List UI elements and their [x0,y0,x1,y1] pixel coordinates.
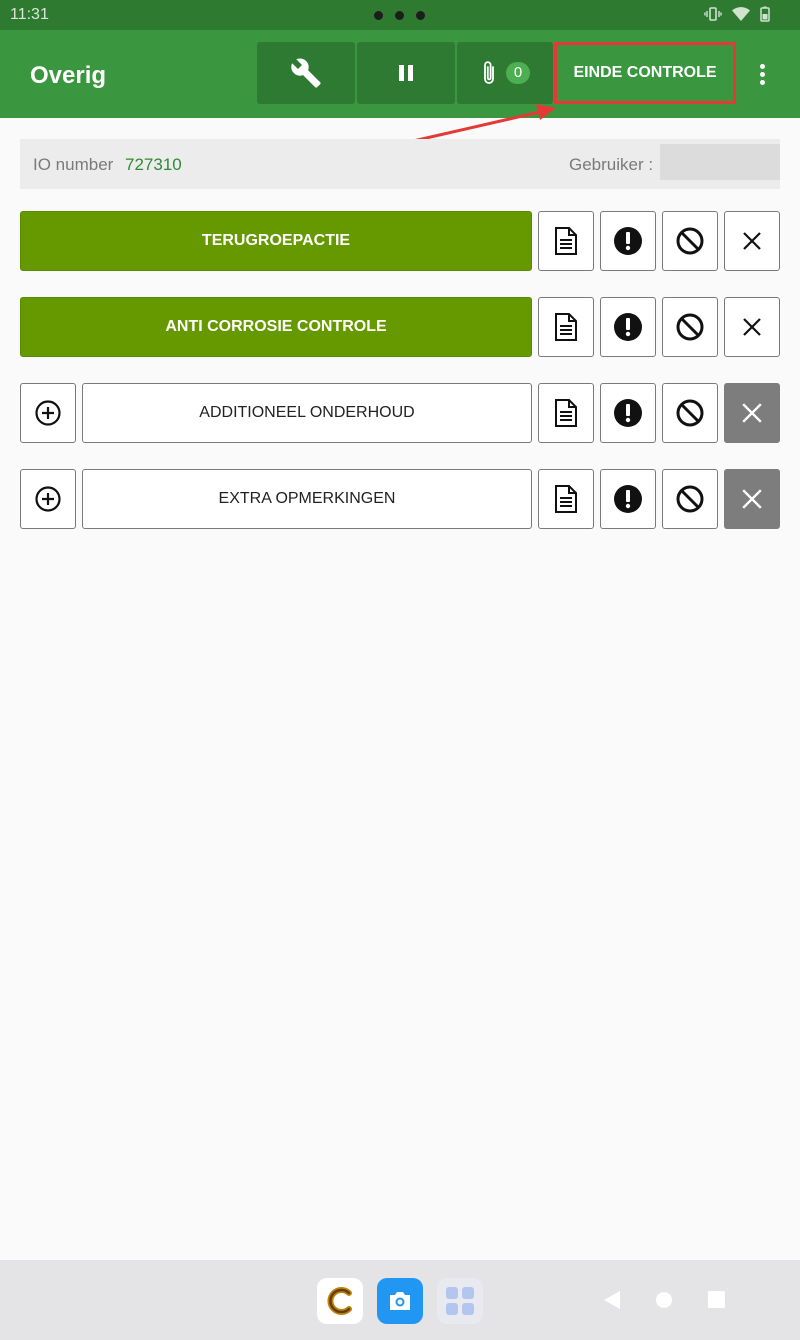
close-icon [741,402,763,424]
io-number-value: 727310 [125,155,182,174]
document-button[interactable] [538,297,594,357]
app-drawer-icon[interactable] [437,1278,483,1324]
not-applicable-button[interactable] [662,469,718,529]
remove-button[interactable] [724,211,780,271]
alert-icon [613,398,643,428]
back-icon[interactable] [602,1290,622,1310]
page-title: Overig [30,62,107,89]
document-icon [553,226,579,256]
block-icon [675,398,705,428]
remove-button-disabled [724,383,780,443]
list-item [20,297,780,357]
not-applicable-button[interactable] [662,297,718,357]
status-time: 11:31 [10,6,49,23]
add-button[interactable] [20,469,76,529]
list-item [20,469,780,529]
alert-button[interactable] [600,469,656,529]
not-applicable-button[interactable] [662,383,718,443]
user-label: Gebruiker : [569,155,654,174]
extra-remarks-button[interactable]: EXTRA OPMERKINGEN [82,469,532,529]
add-circle-icon [34,399,62,427]
user-value-redacted [660,144,780,180]
remove-button[interactable] [724,297,780,357]
attachment-count-badge: 0 [506,62,530,84]
alert-icon [613,484,643,514]
alert-icon [613,312,643,342]
home-icon[interactable] [655,1291,673,1309]
camera-app-icon[interactable] [377,1278,423,1324]
list-item [20,383,780,443]
add-circle-icon [34,485,62,513]
io-number-label: IO number [33,155,114,174]
block-icon [675,312,705,342]
alert-button[interactable] [600,297,656,357]
add-button[interactable] [20,383,76,443]
list-item [20,211,780,271]
additional-maintenance-button[interactable]: ADDITIONEEL ONDERHOUD [82,383,532,443]
not-applicable-button[interactable] [662,211,718,271]
document-icon [553,312,579,342]
recall-action-button[interactable]: TERUGROEPACTIE [20,211,532,271]
end-inspection-label: EINDE CONTROLE [573,64,717,81]
document-icon [553,484,579,514]
alert-button[interactable] [600,211,656,271]
info-bar [20,139,780,189]
close-icon [742,231,762,251]
block-icon [675,484,705,514]
recents-icon[interactable] [708,1291,725,1308]
document-button[interactable] [538,469,594,529]
anti-corrosion-check-button[interactable]: ANTI CORROSIE CONTROLE [20,297,532,357]
close-icon [742,317,762,337]
system-nav-bar [0,1260,800,1340]
close-icon [741,488,763,510]
remove-button-disabled [724,469,780,529]
block-icon [675,226,705,256]
annotation-arrow [0,0,800,160]
app-c-icon[interactable] [317,1278,363,1324]
alert-button[interactable] [600,383,656,443]
document-button[interactable] [538,383,594,443]
alert-icon [613,226,643,256]
document-button[interactable] [538,211,594,271]
document-icon [553,398,579,428]
